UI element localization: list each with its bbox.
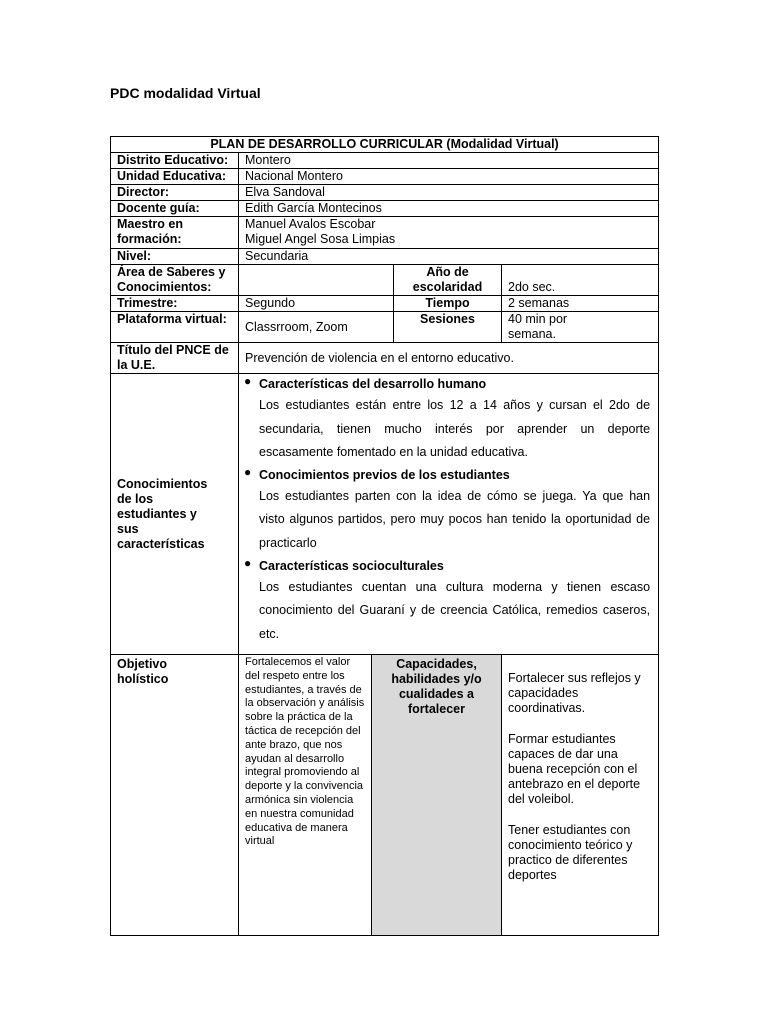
section-desarrollo: [244, 374, 651, 465]
row-nivel: [111, 249, 659, 265]
conocimientos-label-line5: características: [117, 536, 205, 551]
docente-label: Docente guía:: [111, 201, 239, 217]
director-value: Elva Sandoval: [239, 185, 659, 201]
director-label: Director:: [111, 185, 239, 201]
nivel-value: Secundaria: [239, 249, 659, 265]
capacidad-item: Tener estudiantes con conocimiento teórico y practico de diferentes deportes: [508, 823, 633, 882]
capacidades-list: [502, 655, 659, 936]
maestro-label: [111, 217, 239, 249]
bullet-icon: ●: [244, 374, 252, 388]
tiempo-value: 2 semanas: [502, 296, 659, 312]
conocimientos-label-line2: de los: [117, 491, 154, 506]
row-conocimientos: [111, 374, 659, 655]
row-trimestre: [111, 296, 659, 312]
row-maestro: [111, 217, 659, 249]
bullet-icon: ●: [244, 555, 252, 570]
objetivo-text: Fortalecemos el valor del respeto entre los estudiantes, a través de la observación y análisis sobre la práctica de la táctica de recepción del ante brazo, que nos ayudan al desarrollo integral promoviendo al deporte y la convivencia armónica sin violencia en nuestra comunidad educativa de manera virtual: [239, 655, 372, 936]
area-label-line1: Área de Saberes y: [117, 265, 226, 279]
unidad-value: Nacional Montero: [239, 169, 659, 185]
sesiones-label: Sesiones: [394, 312, 502, 343]
section-previos: [244, 464, 651, 556]
anio-label-line1: Año de: [426, 265, 469, 279]
maestro-label-line2: formación:: [117, 232, 182, 246]
row-area: [111, 265, 659, 296]
conocimientos-label-line3: estudiantes y: [117, 506, 197, 521]
row-unidad: [111, 169, 659, 185]
row-objetivo: [111, 655, 659, 936]
section-heading: Características del desarrollo humano: [259, 377, 487, 391]
pnce-label-line1: Título del PNCE de: [117, 343, 229, 357]
conocimientos-label-line4: sus: [117, 521, 139, 536]
row-director: [111, 185, 659, 201]
capacidad-item: Formar estudiantes capaces de dar una buena recepción con el antebrazo en el deporte del voleibol.: [508, 732, 641, 806]
anio-label-line2: escolaridad: [412, 280, 483, 294]
conocimientos-label-line1: Conocimientos: [117, 476, 208, 491]
maestro-value-line1: Manuel Avalos Escobar: [245, 217, 376, 231]
plataforma-label: Plataforma virtual:: [111, 312, 239, 343]
pnce-value: Prevención de violencia en el entorno educativo.: [239, 343, 659, 374]
sesiones-value-line1: 40 min por: [508, 312, 568, 326]
bullet-icon: ●: [244, 464, 252, 479]
capacidad-item: Fortalecer sus reflejos y capacidades coordinativas.: [508, 671, 641, 715]
nivel-label: Nivel:: [111, 249, 239, 265]
sesiones-value: [502, 312, 659, 343]
plataforma-value: Classrroom, Zoom: [239, 312, 394, 343]
section-body: Los estudiantes están entre los 12 a 14 años y cursan el 2do de secundaria, tienen mucho interés por aprender un deporte escasamente fomentado en la unidad educativa.: [259, 398, 651, 460]
objetivo-label-line1: Objetivo: [117, 657, 168, 671]
row-distrito: [111, 153, 659, 169]
maestro-value-line2: Miguel Angel Sosa Limpias: [245, 232, 396, 246]
objetivo-label: [111, 655, 239, 936]
row-pnce: [111, 343, 659, 374]
section-heading: Conocimientos previos de los estudiantes: [259, 467, 510, 482]
anio-label: [394, 265, 502, 296]
row-plataforma: [111, 312, 659, 343]
pnce-label: [111, 343, 239, 374]
trimestre-label: Trimestre:: [111, 296, 239, 312]
plan-table: [110, 136, 659, 936]
docente-value: Edith García Montecinos: [239, 201, 659, 217]
section-heading: Características socioculturales: [259, 558, 444, 573]
distrito-label: Distrito Educativo:: [111, 153, 239, 169]
sesiones-value-line2: semana.: [508, 327, 556, 341]
capacidades-label: Capacidades, habilidades y/o cualidades a fortalecer: [372, 655, 502, 936]
maestro-label-line1: Maestro en: [117, 217, 183, 231]
unidad-label: Unidad Educativa:: [111, 169, 239, 185]
tiempo-label: Tiempo: [394, 296, 502, 312]
conocimientos-sections: [244, 374, 651, 646]
document-title: PDC modalidad Virtual: [110, 85, 261, 101]
area-label-line2: Conocimientos:: [117, 280, 212, 294]
distrito-value: Montero: [239, 153, 659, 169]
section-body: Los estudiantes parten con la idea de cómo se juega. Ya que han visto algunos partidos, pero muy pocos han tenido la oportunidad de practicarlo: [259, 488, 651, 550]
conocimientos-label: [111, 374, 239, 655]
objetivo-label-line2: holístico: [117, 672, 169, 686]
area-value: [239, 265, 394, 296]
section-socioculturales: [244, 555, 651, 647]
conocimientos-content: [239, 374, 659, 655]
trimestre-value: Segundo: [239, 296, 394, 312]
row-docente: [111, 201, 659, 217]
plan-header: PLAN DE DESARROLLO CURRICULAR (Modalidad Virtual): [111, 137, 659, 153]
anio-value: 2do sec.: [502, 265, 659, 296]
maestro-value: [239, 217, 659, 249]
area-label: [111, 265, 239, 296]
pnce-label-line2: la U.E.: [117, 358, 156, 372]
section-body: Los estudiantes cuentan una cultura moderna y tienen escaso conocimiento del Guaraní y de creencia Católica, remedios caseros, etc.: [259, 579, 651, 641]
